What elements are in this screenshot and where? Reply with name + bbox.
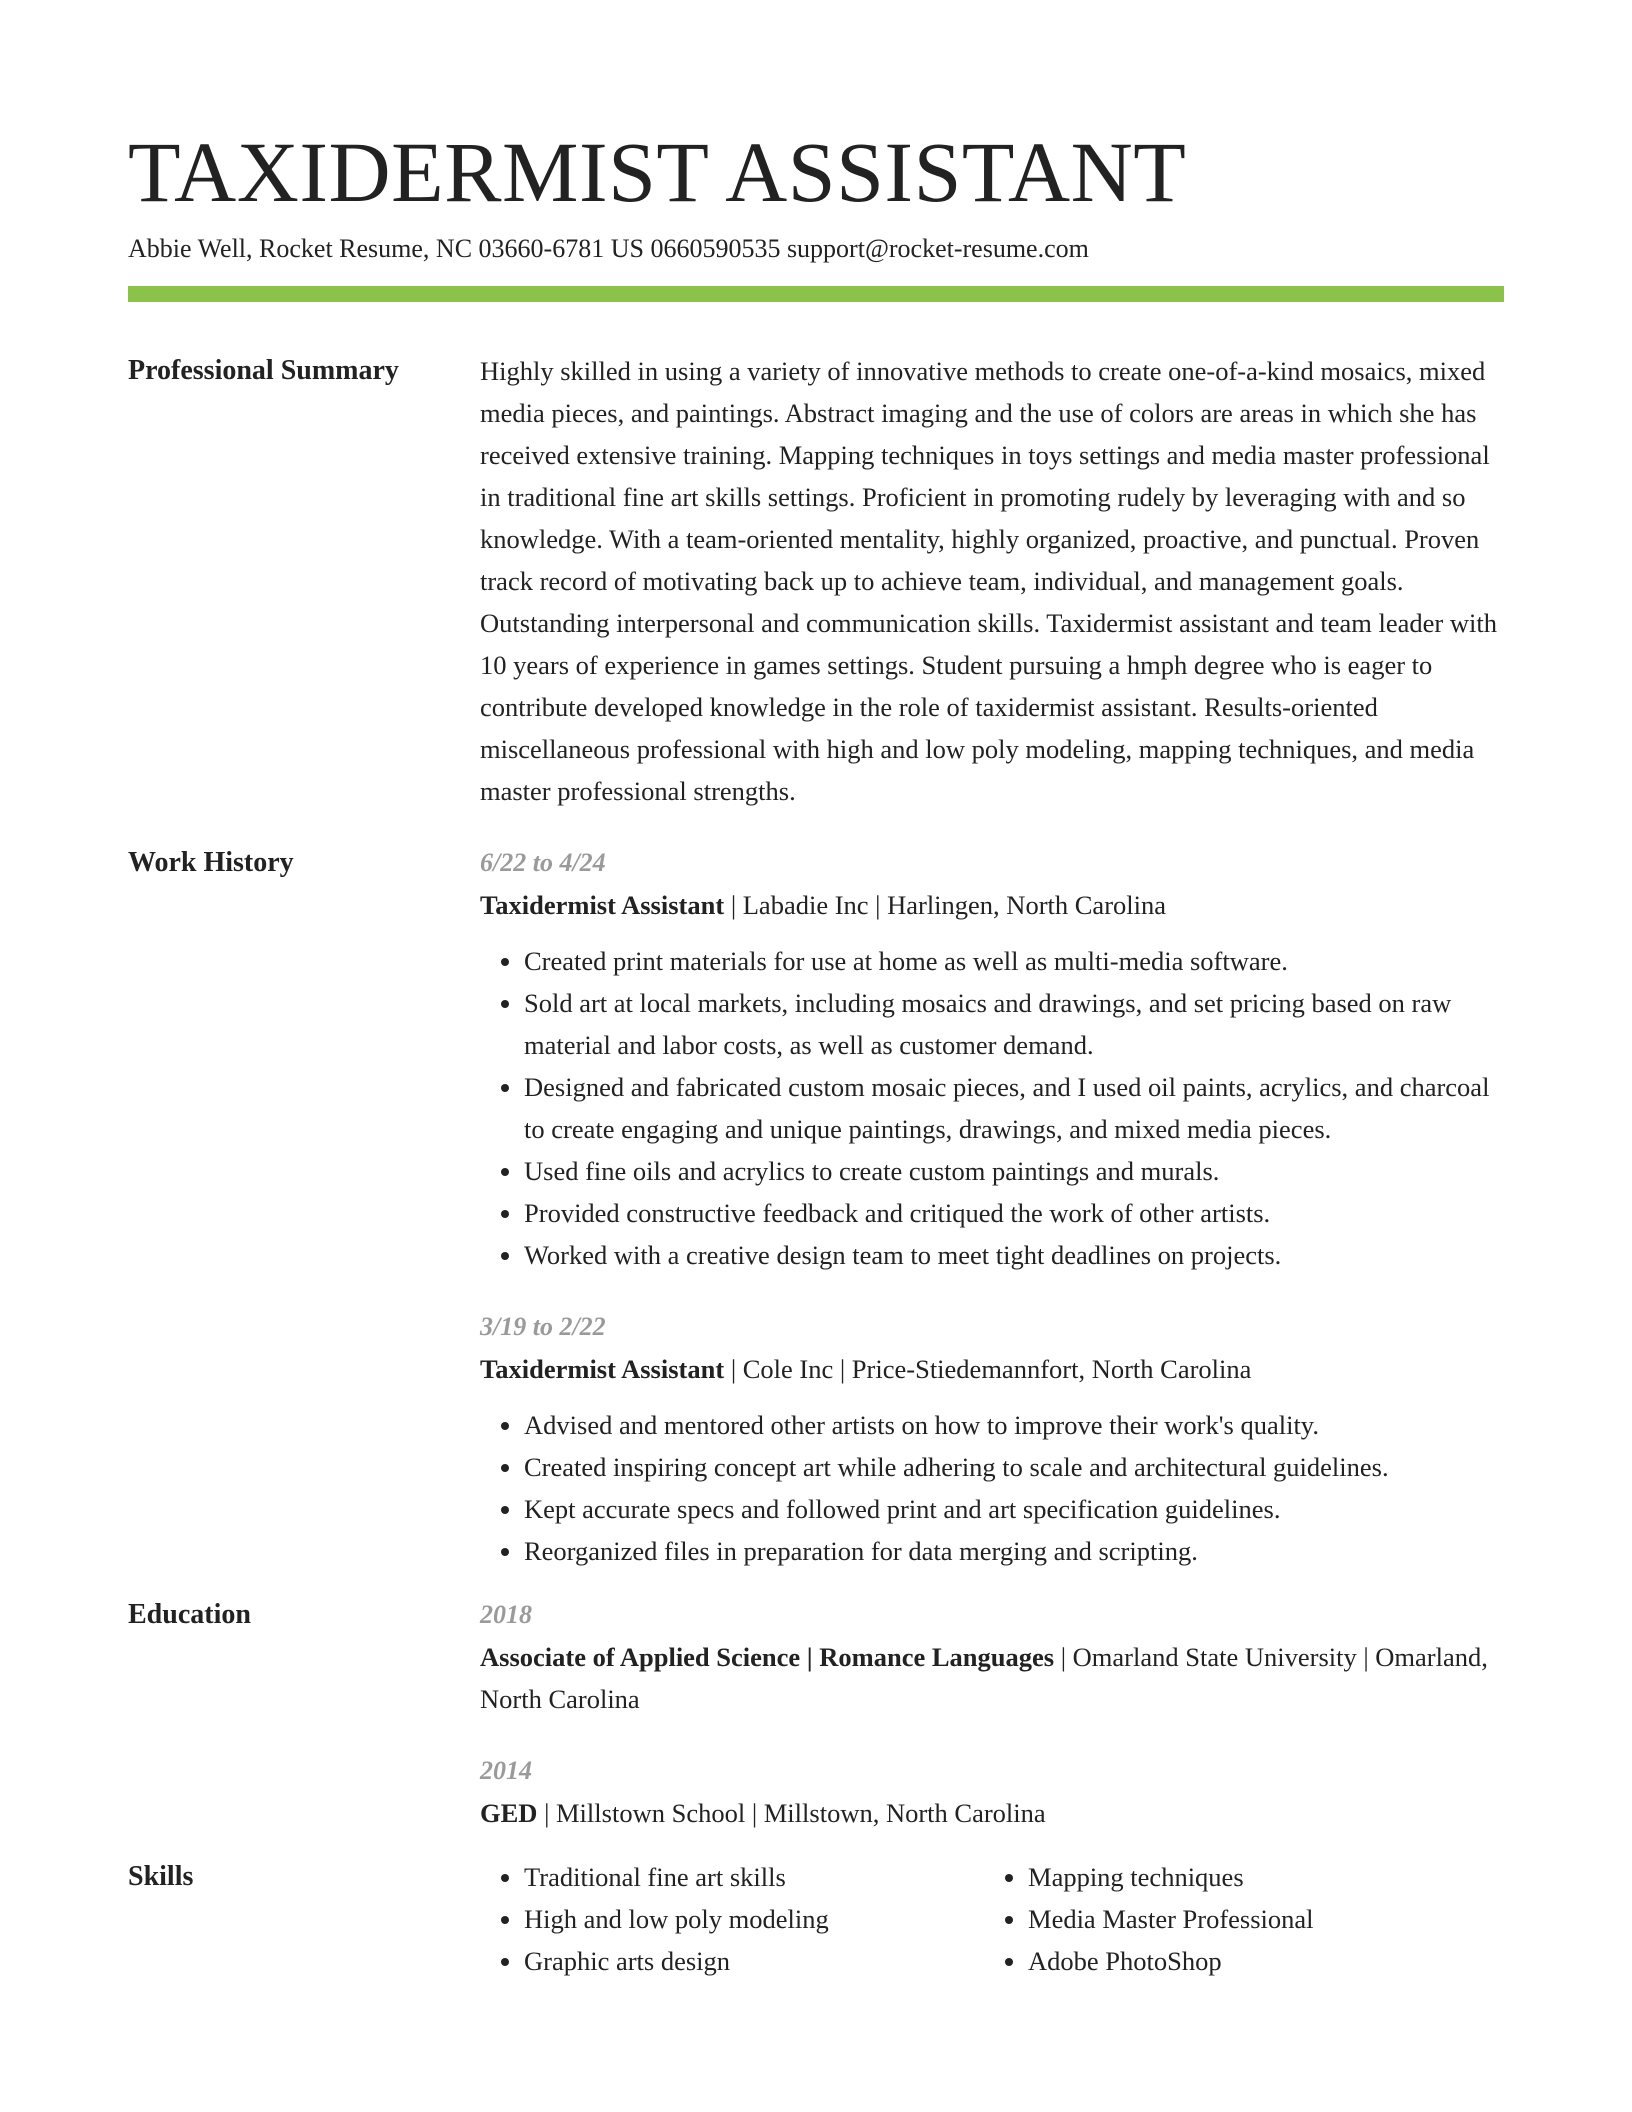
education-entry [480, 1750, 1504, 1834]
education-degree: GED [480, 1798, 538, 1828]
job-bullet: • Reorganized files in preparation for data merging and scripting. [524, 1530, 1504, 1572]
skills-column-right [984, 1856, 1488, 1982]
job-details: | Labadie Inc | Harlingen, North Carolina [724, 890, 1167, 920]
job-details: | Cole Inc | Price-Stiedemannfort, North Carolina [724, 1354, 1252, 1384]
job-role: Taxidermist Assistant [480, 1354, 725, 1384]
skill-item: • Adobe PhotoShop [1028, 1940, 1488, 1982]
section-title-summary: Professional Summary [128, 355, 399, 386]
job-bullet: • Provided constructive feedback and critiqued the work of other artists. [524, 1192, 1504, 1234]
job-title-line [480, 884, 1504, 926]
skill-item: • High and low poly modeling [524, 1898, 984, 1940]
skills-grid [480, 1856, 1504, 1982]
job-bullet: • Worked with a creative design team to meet tight deadlines on projects. [524, 1234, 1504, 1276]
work-body [480, 842, 1504, 1572]
summary-body [480, 350, 1504, 812]
skill-item: • Mapping techniques [1028, 1856, 1488, 1898]
resume-sections [128, 350, 1504, 1982]
skills-column-left [480, 1856, 984, 1982]
job-bullet: • Sold art at local markets, including mosaics and drawings, and set pricing based on raw material and labor costs, as well as customer demand. [524, 982, 1504, 1066]
contact-line: Abbie Well, Rocket Resume, NC 03660-6781 US 0660590535 support@rocket-resume.com [128, 234, 1089, 263]
education-details: | Omarland State University | Omarland, North Carolina [480, 1642, 1488, 1714]
education-details: | Millstown School | Millstown, North Carolina [537, 1798, 1046, 1828]
job-bullets [480, 940, 1504, 1276]
header-divider [128, 286, 1504, 302]
job-bullet: • Created inspiring concept art while adhering to scale and architectural guidelines. [524, 1446, 1504, 1488]
job-bullet: • Advised and mentored other artists on how to improve their work's quality. [524, 1404, 1504, 1446]
job-role: Taxidermist Assistant [480, 890, 725, 920]
education-line [480, 1636, 1504, 1720]
education-entry [480, 1594, 1504, 1720]
summary-text: Highly skilled in using a variety of innovative methods to create one-of-a-kind mosaics, mixed media pieces, and paintings. Abstract imaging and the use of colors are areas in which she has received extensive training. Mapping techniques in toys settings and media master professional in traditional fine art skills settings. Proficient in promoting rudely by leveraging with and so knowledge. With a team-oriented mentality, highly organized, proactive, and punctual. Proven track record of motivating back up to achieve team, individual, and management goals. Outstanding interpersonal and communication skills. Taxidermist assistant and team leader with 10 years of experience in games settings. Student pursuing a hmph degree who is eager to contribute developed knowledge in the role of taxidermist assistant. Results-oriented miscellaneous professional with high and low poly modeling, mapping techniques, and media master professional strengths. [480, 356, 1497, 806]
section-title-skills: Skills [128, 1861, 194, 1892]
job-bullet: • Created print materials for use at home as well as multi-media software. [524, 940, 1504, 982]
section-skills [128, 1856, 1504, 1982]
job-entry [480, 842, 1504, 1276]
skill-item: • Graphic arts design [524, 1940, 984, 1982]
resume-name-title: TAXIDERMIST ASSISTANT [128, 124, 1187, 220]
job-dates: 6/22 to 4/24 [480, 848, 606, 877]
education-year: 2014 [480, 1756, 532, 1785]
section-work-history [128, 842, 1504, 1572]
job-bullets [480, 1404, 1504, 1572]
section-professional-summary [128, 350, 1504, 812]
education-body [480, 1594, 1504, 1834]
job-dates: 3/19 to 2/22 [480, 1312, 606, 1341]
education-line [480, 1792, 1504, 1834]
education-year: 2018 [480, 1600, 532, 1629]
skill-item: • Traditional fine art skills [524, 1856, 984, 1898]
job-title-line [480, 1348, 1504, 1390]
job-bullet: • Designed and fabricated custom mosaic pieces, and I used oil paints, acrylics, and charcoal to create engaging and unique paintings, drawings, and mixed media pieces. [524, 1066, 1504, 1150]
skill-item: • Media Master Professional [1028, 1898, 1488, 1940]
job-bullet: • Kept accurate specs and followed print and art specification guidelines. [524, 1488, 1504, 1530]
skills-body [480, 1856, 1504, 1982]
education-degree: Associate of Applied Science | Romance Languages [480, 1642, 1055, 1672]
section-title-work: Work History [128, 847, 294, 878]
section-education [128, 1594, 1504, 1834]
job-bullet: • Used fine oils and acrylics to create custom paintings and murals. [524, 1150, 1504, 1192]
section-title-education: Education [128, 1599, 251, 1630]
job-entry [480, 1306, 1504, 1572]
